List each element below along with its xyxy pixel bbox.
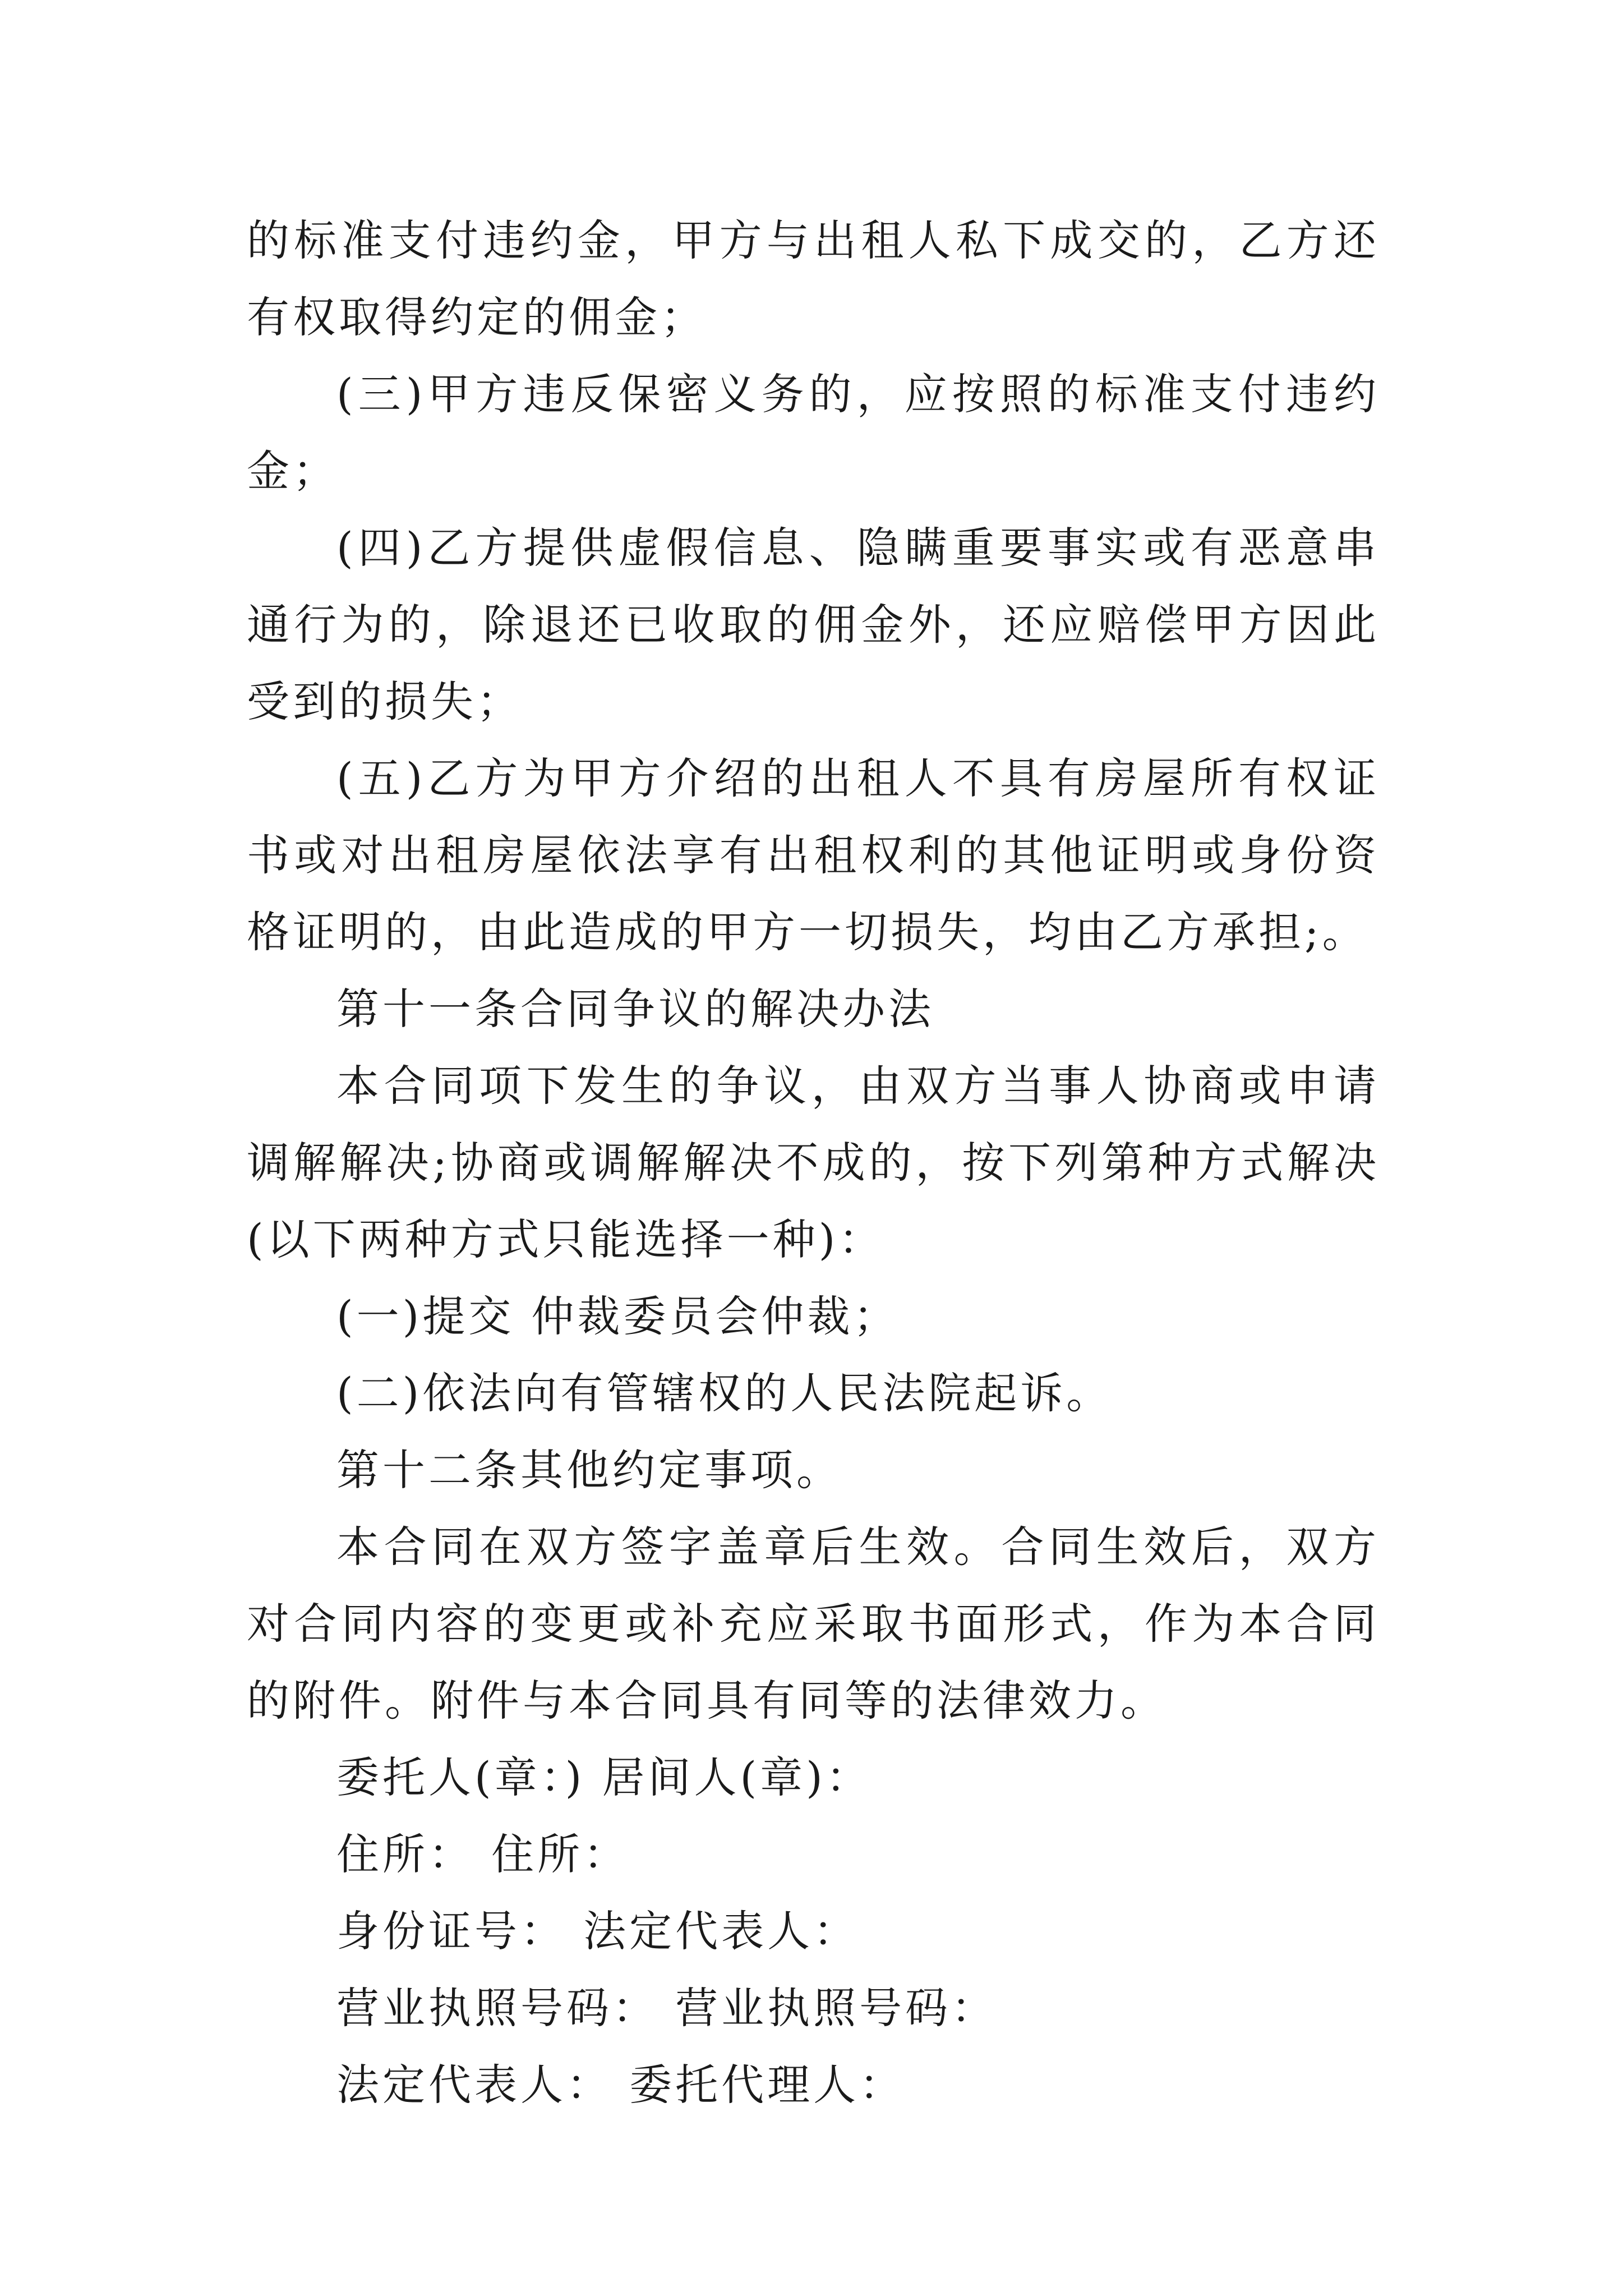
signature-line-representative-agent: 法定代表人： 委托代理人：	[336, 2060, 906, 2110]
signature-line-address: 住所： 住所：	[336, 1829, 630, 1879]
paragraph-option-arbitration: (一)提交 仲裁委员会仲裁；	[336, 1291, 900, 1341]
paragraph-clause-5-lessor-qualification: (五)乙方为甲方介绍的出租人不具有房屋所有权证书或对出租房屋依法享有出租权利的其他证明或身份资格证明的，由此造成的甲方一切损失，均由乙方承担;。	[247, 753, 1380, 957]
document-body	[247, 202, 1380, 2123]
paragraph-clause-3-confidentiality: (三)甲方违反保密义务的，应按照的标准支付违约金；	[247, 369, 1380, 496]
paragraph-option-court: (二)依法向有管辖权的人民法院起诉。	[336, 1368, 1113, 1418]
signature-line-parties: 委托人(章：) 居间人(章)：	[336, 1752, 872, 1802]
paragraph-penalty-commission: 的标准支付违约金，甲方与出租人私下成交的，乙方还有权取得约定的佣金；	[247, 215, 1380, 342]
signature-line-business-license: 营业执照号码： 营业执照号码：	[336, 1983, 998, 2033]
paragraph-clause-4-false-info: (四)乙方提供虚假信息、隐瞒重要事实或有恶意串通行为的，除退还已收取的佣金外，还应赔偿甲方因此受到的损失；	[247, 523, 1380, 726]
paragraph-dispute-resolution: 本合同项下发生的争议，由双方当事人协商或申请调解解决;协商或调解解决不成的，按下列第种方式解决(以下两种方式只能选择一种)：	[247, 1061, 1380, 1264]
section-heading-article-11: 第十一条合同争议的解决办法	[336, 984, 934, 1034]
paragraph-effectiveness: 本合同在双方签字盖章后生效。合同生效后，双方对合同内容的变更或补充应采取书面形式，作为本合同的附件。附件与本合同具有同等的法律效力。	[247, 1522, 1380, 1726]
signature-line-id-representative: 身份证号： 法定代表人：	[336, 1906, 860, 1956]
section-heading-article-12: 第十二条其他约定事项。	[336, 1445, 842, 1495]
